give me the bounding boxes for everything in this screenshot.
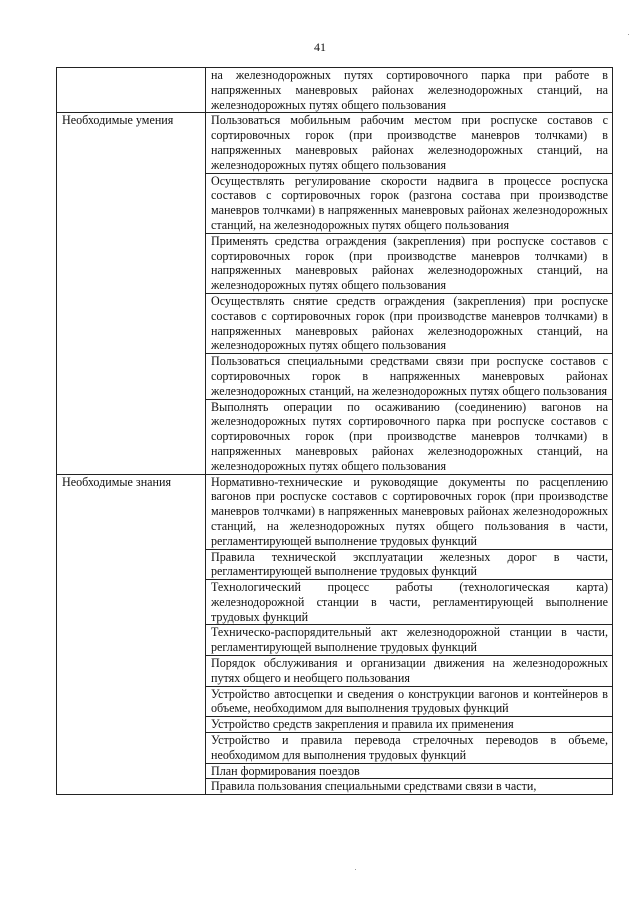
scan-speck (355, 869, 356, 870)
row-description: Осуществлять регулирование скорости надвига в процессе роспуска составов с сортировочных горок (разгона состава при производстве маневров толчками) в напряженных маневровых районах железнодорожных станций, на железнодорожных путях общего пользования (206, 173, 613, 233)
row-description: План формирования поездов (206, 763, 613, 779)
row-description: Нормативно-технические и руководящие документы по расцеплению вагонов при роспуске составов с сортировочных горок (при производстве маневров толчками) в напряженных маневровых районах железнодорожных станций, на железнодорожных путях общего пользования в части, регламентирующей выполнение трудовых функций (206, 474, 613, 549)
row-description: Осуществлять снятие средств ограждения (закрепления) при роспуске составов с сортировочных горок (при производстве маневров толчками) в напряженных маневровых районах железнодорожных станций, на железнодорожных путях общего пользования (206, 293, 613, 353)
table-row (57, 113, 613, 173)
row-description: Пользоваться специальными средствами связи при роспуске составов с сортировочных горок в напряженных маневровых районах железнодорожных станций, на железнодорожных путях общего пользования (206, 354, 613, 399)
row-description: на железнодорожных путях сортировочного парка при работе в напряженных маневровых районах железнодорожных станций, на железнодорожных путях общего пользования (206, 68, 613, 113)
row-description: Выполнять операции по осаживанию (соединению) вагонов на железнодорожных путях сортировочного парка при роспуске составов с сортировочных горок (при производстве маневров толчками) в напряженных маневровых районах железнодорожных станций, на железнодорожных путях общего пользования (206, 399, 613, 474)
row-description: Порядок обслуживания и организации движения на железнодорожных путях общего и необщего пользования (206, 656, 613, 687)
row-description: Технологический процесс работы (технологическая карта) железнодорожной станции в части, регламентирующей выполнение трудовых функций (206, 580, 613, 625)
section-label-knowledge: Необходимые знания (57, 474, 206, 795)
row-description: Пользоваться мобильным рабочим местом при роспуске составов с сортировочных горок (при производстве маневров толчками) в напряженных маневровых районах железнодорожных станций, на железнодорожных путях общего пользования (206, 113, 613, 173)
row-description: Правила пользования специальными средствами связи в части, (206, 779, 613, 795)
row-description: Применять средства ограждения (закрепления) при роспуске составов с сортировочных горок (при производстве маневров толчками) в напряженных маневровых районах железнодорожных станций, на железнодорожных путях общего пользования (206, 233, 613, 293)
row-description: Правила технической эксплуатации железных дорог в части, регламентирующей выполнение трудовых функций (206, 549, 613, 580)
competency-table (56, 67, 613, 795)
table-row (57, 474, 613, 549)
table-row (57, 68, 613, 113)
section-label-skills: Необходимые умения (57, 113, 206, 474)
row-description: Устройство автосцепки и сведения о конструкции вагонов и контейнеров в объеме, необходимом для выполнения трудовых функций (206, 686, 613, 717)
row-description: Устройство и правила перевода стрелочных переводов в объеме, необходимом для выполнения трудовых функций (206, 733, 613, 764)
row-description: Устройство средств закрепления и правила их применения (206, 717, 613, 733)
page-number: 41 (314, 40, 326, 54)
row-description: Техническо-распорядительный акт железнодорожной станции в части, регламентирующей выполнение трудовых функций (206, 625, 613, 656)
scan-speck (628, 34, 629, 35)
row-label (57, 68, 206, 113)
